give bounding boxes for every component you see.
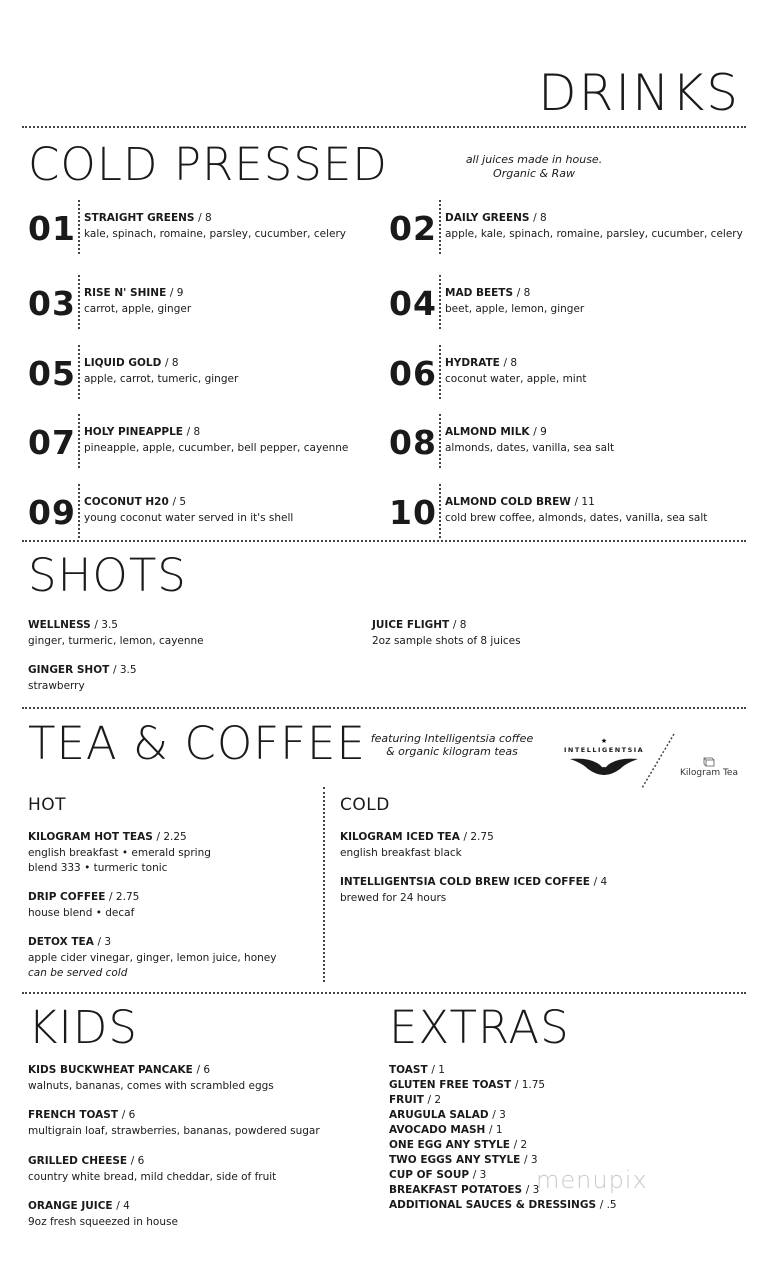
item-desc: carrot, apple, ginger xyxy=(84,303,192,315)
item-price: / 3 xyxy=(97,936,112,948)
item-divider xyxy=(78,484,80,538)
item-name: AVOCADO MASH xyxy=(389,1124,486,1136)
item-divider xyxy=(439,200,441,254)
juice-item xyxy=(389,210,749,260)
section-title-kids: KIDS xyxy=(28,1001,138,1054)
cold-subhead: COLD xyxy=(340,795,390,815)
item-name: JUICE FLIGHT xyxy=(372,619,450,631)
item-name: TOAST xyxy=(389,1064,428,1076)
item-desc: apple, carrot, tumeric, ginger xyxy=(84,373,239,385)
item-title xyxy=(84,212,346,224)
item-name: FRUIT xyxy=(389,1094,424,1106)
item-name: TWO EGGS ANY STYLE xyxy=(389,1154,521,1166)
item-text xyxy=(445,426,614,454)
item-title xyxy=(28,1064,274,1076)
item-desc: kale, spinach, romaine, parsley, cucumber, celery xyxy=(84,228,347,240)
shot-item-juice-flight xyxy=(372,619,521,647)
item-price: / .5 xyxy=(599,1199,617,1211)
juice-item xyxy=(28,494,388,544)
juice-item xyxy=(389,494,749,544)
item-title xyxy=(84,287,191,299)
item-text xyxy=(445,496,707,524)
item-divider xyxy=(78,200,80,254)
juice-item xyxy=(28,210,388,260)
hot-subhead: HOT xyxy=(28,795,67,815)
item-price: / 6 xyxy=(130,1155,145,1167)
item-text xyxy=(84,496,293,524)
juice-item xyxy=(389,424,749,474)
item-text xyxy=(84,357,238,385)
item-desc: strawberry xyxy=(28,680,85,692)
item-title xyxy=(28,1155,276,1167)
item-price: / 1 xyxy=(489,1124,503,1136)
section-title-tea-coffee: TEA & COFFEE xyxy=(28,717,366,770)
divider xyxy=(22,126,746,128)
item-note: can be served cold xyxy=(28,967,128,979)
item-divider xyxy=(439,345,441,399)
kilogram-icon xyxy=(702,756,716,768)
section-title-cold-pressed: COLD PRESSED xyxy=(28,138,388,191)
item-name: DETOX TEA xyxy=(28,936,94,948)
item-price: / 5 xyxy=(172,496,187,508)
section-title-shots: SHOTS xyxy=(28,549,187,602)
logo-separator xyxy=(638,732,678,790)
item-price: / 4 xyxy=(116,1200,130,1212)
item-name: MAD BEETS xyxy=(445,287,514,299)
item-desc: country white bread, mild cheddar, side of fruit xyxy=(28,1171,277,1183)
juice-item xyxy=(28,355,388,405)
tea-coffee-note-line1: featuring Intelligentsia coffee xyxy=(370,732,534,745)
item-number: 04 xyxy=(389,284,437,323)
item-title xyxy=(445,496,707,508)
item-desc: beet, apple, lemon, ginger xyxy=(445,303,585,315)
item-name: ARUGULA SALAD xyxy=(389,1109,489,1121)
cold-item-cold-brew xyxy=(340,876,607,904)
item-price: / 3 xyxy=(492,1109,506,1121)
item-text xyxy=(84,212,346,240)
item-number: 06 xyxy=(389,354,437,393)
item-price: / 2.75 xyxy=(463,831,494,843)
item-title xyxy=(445,357,586,369)
item-number: 03 xyxy=(28,284,76,323)
item-text xyxy=(445,287,584,315)
item-price: / 4 xyxy=(593,876,608,888)
item-text xyxy=(84,287,191,315)
item-desc: apple cider vinegar, ginger, lemon juice, honey xyxy=(28,952,277,964)
item-name: GRILLED CHEESE xyxy=(28,1155,128,1167)
item-price: / 6 xyxy=(196,1064,211,1076)
juice-item xyxy=(389,285,749,335)
extras-item xyxy=(389,1094,617,1109)
item-desc: walnuts, bananas, comes with scrambled eggs xyxy=(28,1080,274,1092)
item-divider xyxy=(78,345,80,399)
extras-item xyxy=(389,1064,617,1079)
shot-item-wellness xyxy=(28,619,204,647)
item-name: FRENCH TOAST xyxy=(28,1109,119,1121)
item-desc: 9oz fresh squeezed in house xyxy=(28,1216,178,1228)
extras-item xyxy=(389,1079,617,1094)
item-name: HYDRATE xyxy=(445,357,500,369)
item-price: / 8 xyxy=(186,426,201,438)
item-price: / 8 xyxy=(533,212,547,224)
extras-item xyxy=(389,1109,617,1124)
item-name: WELLNESS xyxy=(28,619,91,631)
item-title xyxy=(28,1200,178,1212)
item-price: / 3 xyxy=(472,1169,487,1181)
item-desc: almonds, dates, vanilla, sea salt xyxy=(445,442,615,454)
kids-item xyxy=(28,1064,274,1092)
item-price: / 3.5 xyxy=(94,619,118,631)
svg-text:★: ★ xyxy=(600,737,608,745)
item-name: INTELLIGENTSIA COLD BREW ICED COFFEE xyxy=(340,876,590,888)
item-number: 01 xyxy=(28,209,76,248)
intelligentsia-logo xyxy=(560,735,650,785)
hot-item-detox-tea xyxy=(28,936,276,979)
item-number: 07 xyxy=(28,423,76,462)
item-price: / 9 xyxy=(533,426,547,438)
item-text xyxy=(84,426,348,454)
item-name: GINGER SHOT xyxy=(28,664,110,676)
item-desc: pineapple, apple, cucumber, bell pepper, cayenne xyxy=(84,442,349,454)
juice-item xyxy=(28,285,388,335)
item-number: 08 xyxy=(389,423,437,462)
item-price: / 8 xyxy=(164,357,179,369)
kids-item xyxy=(28,1109,320,1137)
item-desc: 2oz sample shots of 8 juices xyxy=(372,635,521,647)
shot-item-ginger-shot xyxy=(28,664,137,692)
item-name: STRAIGHT GREENS xyxy=(84,212,195,224)
item-name: DAILY GREENS xyxy=(445,212,530,224)
item-price: / 1 xyxy=(431,1064,445,1076)
item-name: CUP OF SOUP xyxy=(389,1169,470,1181)
cold-pressed-note-line1: all juices made in house. xyxy=(465,153,603,166)
page-title: DRINKS xyxy=(538,64,740,122)
item-name: COCONUT H20 xyxy=(84,496,169,508)
tea-coffee-note xyxy=(362,732,542,758)
item-price: / 3 xyxy=(523,1154,538,1166)
extras-item xyxy=(389,1124,617,1139)
item-desc: young coconut water served in it's shell xyxy=(84,512,294,524)
item-name: GLUTEN FREE TOAST xyxy=(389,1079,512,1091)
item-name: KILOGRAM ICED TEA xyxy=(340,831,460,843)
item-price: / 2.75 xyxy=(109,891,140,903)
item-desc: cold brew coffee, almonds, dates, vanilla, sea salt xyxy=(445,512,708,524)
item-name: ONE EGG ANY STYLE xyxy=(389,1139,510,1151)
item-desc: multigrain loaf, strawberries, bananas, powdered sugar xyxy=(28,1125,320,1137)
item-desc: english breakfast • emerald spring xyxy=(28,847,211,859)
item-name: ALMOND MILK xyxy=(445,426,530,438)
kilogram-logo-text: Kilogram Tea xyxy=(680,768,738,778)
item-title xyxy=(84,357,238,369)
watermark: menupix xyxy=(536,1166,648,1194)
item-desc: blend 333 • turmeric tonic xyxy=(28,862,168,874)
item-desc: apple, kale, spinach, romaine, parsley, cucumber, celery xyxy=(445,228,743,240)
item-divider xyxy=(439,275,441,329)
item-price: / 6 xyxy=(121,1109,136,1121)
divider xyxy=(22,707,746,709)
item-divider xyxy=(439,414,441,468)
item-name: ORANGE JUICE xyxy=(28,1200,113,1212)
item-number: 05 xyxy=(28,354,76,393)
item-divider xyxy=(78,275,80,329)
item-desc: brewed for 24 hours xyxy=(340,892,447,904)
item-desc: ginger, turmeric, lemon, cayenne xyxy=(28,635,204,647)
item-name: KILOGRAM HOT TEAS xyxy=(28,831,153,843)
item-name: DRIP COFFEE xyxy=(28,891,106,903)
item-price: / 11 xyxy=(574,496,595,508)
item-text xyxy=(445,212,743,240)
wings-icon xyxy=(560,735,650,785)
item-name: ALMOND COLD BREW xyxy=(445,496,571,508)
hot-item-kilogram-hot-teas xyxy=(28,831,211,874)
extras-item xyxy=(389,1139,617,1154)
juice-item xyxy=(28,424,388,474)
item-name: RISE N' SHINE xyxy=(84,287,167,299)
juice-item xyxy=(389,355,749,405)
item-desc: english breakfast black xyxy=(340,847,462,859)
intelligentsia-logo-text: INTELLIGENTSIA xyxy=(564,746,645,754)
cold-item-kilogram-iced-tea xyxy=(340,831,494,859)
item-price: / 2 xyxy=(513,1139,528,1151)
item-divider xyxy=(439,484,441,538)
item-name: KIDS BUCKWHEAT PANCAKE xyxy=(28,1064,193,1076)
item-desc: coconut water, apple, mint xyxy=(445,373,587,385)
item-name: LIQUID GOLD xyxy=(84,357,162,369)
item-title xyxy=(84,426,348,438)
item-price: / 8 xyxy=(516,287,531,299)
kids-item xyxy=(28,1155,276,1183)
item-title xyxy=(445,287,584,299)
item-title xyxy=(84,496,293,508)
item-price: / 1.75 xyxy=(514,1079,546,1091)
item-name: BREAKFAST POTATOES xyxy=(389,1184,523,1196)
item-number: 09 xyxy=(28,493,76,532)
extras-item xyxy=(389,1199,617,1214)
item-name: HOLY PINEAPPLE xyxy=(84,426,183,438)
column-divider xyxy=(323,787,325,982)
item-number: 10 xyxy=(389,493,437,532)
item-price: / 3.5 xyxy=(112,664,137,676)
item-price: / 8 xyxy=(198,212,212,224)
item-text xyxy=(445,357,586,385)
item-title xyxy=(445,212,743,224)
cold-pressed-note-line2: Organic & Raw xyxy=(493,167,575,180)
divider xyxy=(22,992,746,994)
tea-coffee-note-line2: & organic kilogram teas xyxy=(386,745,518,758)
item-name: ADDITIONAL SAUCES & DRESSINGS xyxy=(389,1199,597,1211)
cold-pressed-note xyxy=(434,153,634,181)
divider xyxy=(22,540,746,542)
item-desc: house blend • decaf xyxy=(28,907,135,919)
section-title-extras: EXTRAS xyxy=(389,1001,570,1054)
item-price: / 8 xyxy=(503,357,518,369)
item-number: 02 xyxy=(389,209,437,248)
item-price: / 9 xyxy=(169,287,184,299)
kids-item xyxy=(28,1200,178,1228)
item-divider xyxy=(78,414,80,468)
item-price: / 2 xyxy=(427,1094,442,1106)
item-price: / 8 xyxy=(452,619,467,631)
hot-item-drip-coffee xyxy=(28,891,139,919)
item-title xyxy=(445,426,614,438)
item-price: / 2.25 xyxy=(156,831,187,843)
kilogram-logo xyxy=(680,756,750,778)
item-price: / 3 xyxy=(525,1184,540,1196)
item-title xyxy=(28,1109,320,1121)
